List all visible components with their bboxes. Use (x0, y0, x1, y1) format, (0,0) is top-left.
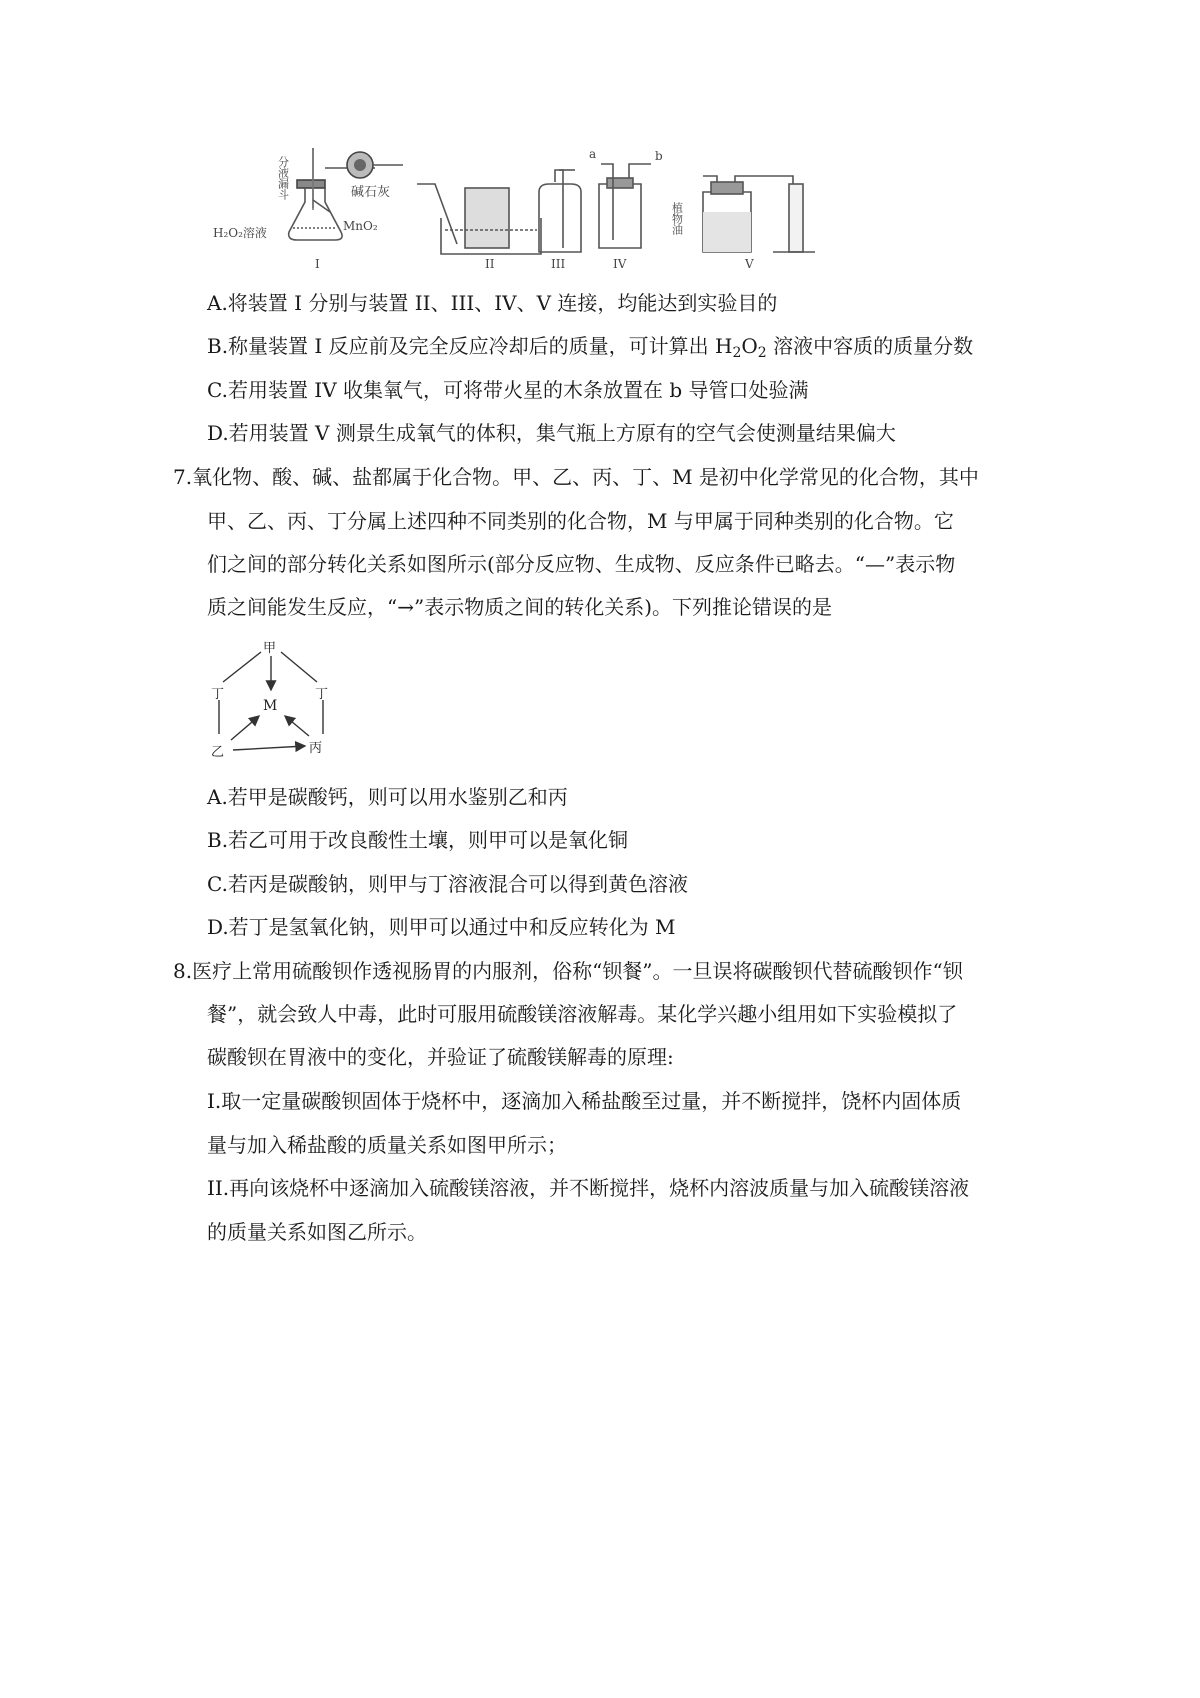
q6-option-b-sub1: 2 (732, 345, 742, 361)
label-soda-lime: 碱石灰 (351, 185, 391, 200)
q6-option-d: D.若用装置 V 测景生成氧气的体积，集气瓶上方原有的空气会使测量结果偏大 (207, 421, 896, 445)
q6-option-a: A.将装置 I 分别与装置 II、III、IV、V 连接，均能达到实验目的 (207, 291, 778, 315)
q7-stem-line-2: 甲、乙、丙、丁分属上述四种不同类别的化合物，M 与甲属于同种类别的化合物。它 (207, 509, 954, 533)
apparatus-figure (205, 140, 835, 275)
node-ding-right: 丁 (315, 687, 329, 702)
q8-step1-line-2: 量与加入稀盐酸的质量关系如图甲所示； (207, 1133, 567, 1157)
q7-option-c: C.若丙是碳酸钠，则甲与丁溶液混合可以得到黄色溶液 (207, 872, 688, 896)
q6-option-b-sub2: 2 (757, 345, 767, 361)
label-vegetable-oil: 植物油 (670, 202, 684, 235)
q7-option-d: D.若丁是氢氧化钠，则甲可以通过中和反应转化为 M (207, 915, 676, 939)
node-jia: 甲 (263, 641, 277, 656)
q8-step1-line-1: I.取一定量碳酸钡固体于烧杯中，逐滴加入稀盐酸至过量，并不断搅拌，饶杯内固体质 (207, 1089, 962, 1113)
node-m: M (263, 698, 278, 714)
node-yi: 乙 (211, 745, 225, 760)
q7-option-b: B.若乙可用于改良酸性土壤，则甲可以是氧化铜 (207, 828, 629, 852)
label-separatory-funnel: 分液漏斗 (276, 156, 290, 200)
device-number-i: I (315, 257, 320, 271)
q7-stem-line-3: 们之间的部分转化关系如图所示(部分反应物、生成物、反应条件已略去。“—”表示物 (207, 552, 956, 576)
q7-option-a: A.若甲是碳酸钙，则可以用水鉴别乙和丙 (207, 785, 568, 809)
q8-stem-line-2: 餐”，就会致人中毒，此时可服用硫酸镁溶液解毒。某化学兴趣小组用如下实验模拟了 (207, 1002, 958, 1026)
q7-stem-line-4: 质之间能发生反应，“→”表示物质之间的转化关系)。下列推论错误的是 (207, 595, 833, 619)
q8-step2-line-1: II.再向该烧杯中逐滴加入硫酸镁溶液，并不断搅拌，烧杯内溶波质量与加入硫酸镁溶液 (207, 1176, 970, 1200)
q8-stem-line-1: 8.医疗上常用硫酸钡作透视肠胃的内服剂，俗称“钡餐”。一旦误将碳酸钡代替硫酸钡作“钡 (173, 959, 963, 983)
q6-option-b-post: 溶液中容质的质量分数 (766, 334, 974, 358)
q7-stem-line-1: 7.氧化物、酸、碱、盐都属于化合物。甲、乙、丙、丁、M 是初中化学常见的化合物，其中 (173, 465, 979, 489)
q7-relation-diagram (205, 638, 355, 763)
q8-step2-line-2: 的质量关系如图乙所示。 (207, 1220, 427, 1244)
device-number-iv: IV (613, 257, 627, 271)
q6-option-b-mid: O (741, 334, 758, 358)
device-number-v: V (745, 257, 754, 271)
device-number-ii: II (485, 257, 495, 271)
q6-option-b-pre: B.称量装置 I 反应前及完全反应冷却后的质量，可计算出 H (207, 334, 733, 358)
device-iii (539, 170, 581, 252)
device-v (703, 176, 815, 252)
q6-option-b (207, 334, 974, 361)
label-port-b: b (655, 149, 663, 163)
node-bing: 丙 (309, 741, 323, 756)
label-h2o2-solution: H₂O₂溶液 (213, 226, 267, 240)
q8-stem-line-3: 碳酸钡在胃液中的变化，并验证了硫酸镁解毒的原理: (207, 1045, 674, 1069)
device-ii (417, 184, 541, 254)
device-iv (599, 164, 651, 248)
device-number-iii: III (551, 257, 566, 271)
node-ding-left: 丁 (211, 687, 225, 702)
label-mno2: MnO₂ (343, 219, 378, 233)
label-port-a: a (589, 147, 597, 161)
q6-option-c: C.若用装置 IV 收集氧气，可将带火星的木条放置在 b 导管口处验满 (207, 378, 809, 402)
